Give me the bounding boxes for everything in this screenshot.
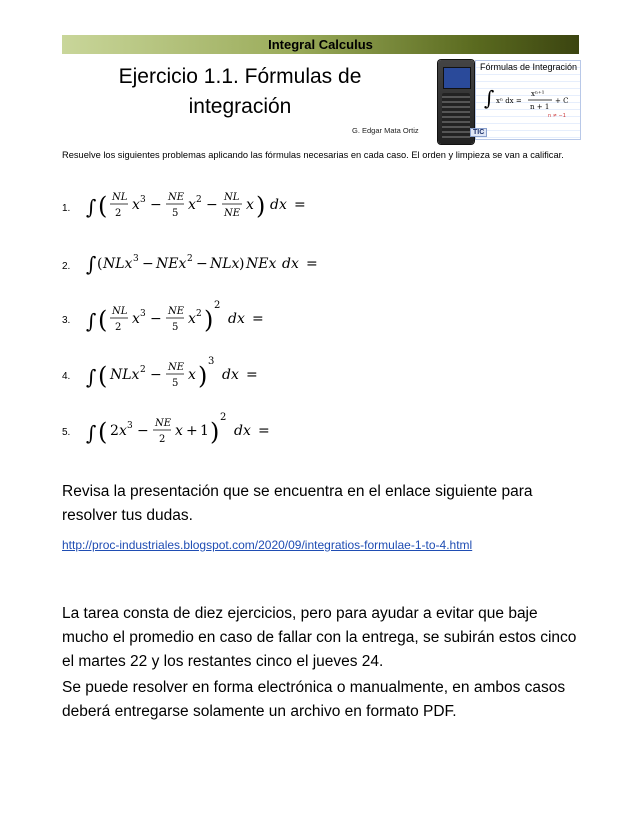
author: G. Edgar Mata Ortiz bbox=[352, 126, 419, 135]
banner-text: Integral Calculus bbox=[268, 37, 373, 52]
header-banner bbox=[62, 35, 579, 54]
svg-text:(: ( bbox=[98, 192, 108, 220]
tic-logo: TIC bbox=[470, 128, 487, 137]
svg-text:−: − bbox=[196, 256, 208, 272]
svg-text:−: − bbox=[137, 423, 149, 439]
svg-text:dx: dx bbox=[270, 197, 287, 213]
title-line-1: Ejercicio 1.1. Fórmulas de bbox=[118, 65, 362, 88]
svg-text:xⁿ⁺¹: xⁿ⁺¹ bbox=[531, 90, 545, 98]
exercise-5-number: 5. bbox=[62, 426, 71, 438]
exercise-3-number: 3. bbox=[62, 314, 71, 326]
svg-text:3: 3 bbox=[140, 309, 146, 319]
exercise-3-formula bbox=[86, 296, 386, 340]
svg-text:5: 5 bbox=[172, 378, 179, 389]
svg-text:−: − bbox=[150, 311, 162, 327]
svg-text:n ≠ −1: n ≠ −1 bbox=[548, 113, 566, 119]
exercise-2-formula bbox=[86, 246, 386, 282]
formula-card-image bbox=[475, 60, 581, 140]
svg-text:NL: NL bbox=[224, 192, 240, 203]
presentation-link[interactable]: http://proc-industriales.blogspot.com/2020/09/integratios-formulae-1-to-4.html bbox=[62, 538, 473, 552]
svg-text:NLx: NLx bbox=[103, 256, 133, 272]
svg-text:dx: dx bbox=[234, 423, 251, 439]
exercise-2 bbox=[62, 246, 386, 282]
svg-text:+ C: + C bbox=[555, 97, 569, 105]
svg-text:2: 2 bbox=[196, 309, 202, 319]
svg-text:xⁿ dx =: xⁿ dx = bbox=[496, 97, 522, 105]
svg-text:2: 2 bbox=[115, 208, 122, 219]
page-title bbox=[70, 62, 410, 122]
svg-text:=: = bbox=[246, 367, 258, 383]
svg-text:3: 3 bbox=[127, 421, 133, 431]
svg-text:=: = bbox=[306, 256, 318, 272]
svg-text:): ) bbox=[210, 418, 220, 446]
svg-text:∫: ∫ bbox=[86, 365, 97, 389]
svg-text:−: − bbox=[206, 197, 218, 213]
svg-text:dx: dx bbox=[228, 311, 245, 327]
svg-text:2: 2 bbox=[214, 300, 221, 311]
svg-text:2: 2 bbox=[140, 365, 146, 375]
svg-text:2: 2 bbox=[196, 195, 202, 205]
paragraph-presentation: Revisa la presentación que se encuentra en el enlace siguiente para resolver tus dudas. bbox=[62, 483, 533, 524]
calculator-keys bbox=[442, 93, 470, 139]
svg-text:∫: ∫ bbox=[86, 309, 97, 333]
svg-text:x: x bbox=[188, 367, 196, 383]
exercise-4 bbox=[62, 352, 386, 396]
instructions: Resuelve los siguientes problemas aplicando las fórmulas necesarias en cada caso. El orden y limpieza se van a calificar. bbox=[62, 150, 564, 160]
svg-text:x: x bbox=[246, 197, 254, 213]
svg-text:NLx: NLx bbox=[210, 256, 240, 272]
svg-text:): ) bbox=[198, 362, 208, 390]
svg-text:+: + bbox=[186, 423, 198, 439]
svg-text:): ) bbox=[239, 256, 245, 272]
svg-text:(: ( bbox=[98, 418, 108, 446]
svg-text:(: ( bbox=[98, 306, 108, 334]
svg-text:1: 1 bbox=[200, 423, 209, 439]
svg-text:x: x bbox=[132, 197, 140, 213]
svg-text:5: 5 bbox=[172, 208, 179, 219]
exercise-5-formula bbox=[86, 408, 386, 452]
power-rule-formula-graphic bbox=[482, 79, 578, 119]
svg-text:NEx: NEx bbox=[246, 256, 277, 272]
svg-text:NE: NE bbox=[168, 192, 185, 203]
svg-text:2: 2 bbox=[159, 434, 166, 445]
svg-text:dx: dx bbox=[222, 367, 239, 383]
svg-text:x: x bbox=[119, 423, 127, 439]
exercise-4-formula bbox=[86, 352, 386, 396]
svg-text:n + 1: n + 1 bbox=[530, 103, 550, 111]
exercise-1-number: 1. bbox=[62, 202, 71, 214]
svg-text:=: = bbox=[252, 311, 264, 327]
svg-text:3: 3 bbox=[208, 356, 215, 367]
svg-text:NL: NL bbox=[112, 306, 128, 317]
svg-text:∫: ∫ bbox=[484, 86, 495, 110]
formula-card-title: Fórmulas de Integración bbox=[480, 62, 578, 72]
svg-text:∫: ∫ bbox=[86, 421, 97, 445]
svg-text:(: ( bbox=[98, 362, 108, 390]
svg-text:∫: ∫ bbox=[86, 252, 97, 276]
exercise-2-number: 2. bbox=[62, 260, 71, 272]
svg-text:): ) bbox=[256, 192, 266, 220]
svg-text:=: = bbox=[294, 197, 306, 213]
svg-text:=: = bbox=[258, 423, 270, 439]
svg-text:−: − bbox=[150, 367, 162, 383]
svg-text:): ) bbox=[204, 306, 214, 334]
calculator-screen bbox=[443, 67, 471, 89]
svg-text:5: 5 bbox=[172, 322, 179, 333]
svg-text:x: x bbox=[175, 423, 183, 439]
svg-text:NE: NE bbox=[155, 418, 172, 429]
svg-text:NEx: NEx bbox=[156, 256, 187, 272]
svg-text:−: − bbox=[150, 197, 162, 213]
svg-text:2: 2 bbox=[220, 412, 227, 423]
svg-text:2: 2 bbox=[110, 423, 119, 439]
svg-text:NL: NL bbox=[112, 192, 128, 203]
svg-text:x: x bbox=[188, 311, 196, 327]
svg-text:−: − bbox=[142, 256, 154, 272]
paragraph-homework: La tarea consta de diez ejercicios, pero para ayudar a evitar que baje mucho el promedio en caso de fallar con la entrega, se subirán estos cinco el martes 22 y los restantes cinco el jueves 24. bbox=[62, 605, 577, 670]
svg-text:3: 3 bbox=[133, 254, 139, 264]
svg-text:dx: dx bbox=[282, 256, 299, 272]
svg-text:2: 2 bbox=[187, 254, 193, 264]
svg-text:NE: NE bbox=[224, 208, 241, 219]
calculator-image bbox=[438, 60, 474, 144]
svg-text:2: 2 bbox=[115, 322, 122, 333]
exercise-1-formula bbox=[86, 186, 386, 226]
svg-text:3: 3 bbox=[140, 195, 146, 205]
paragraph-submission: Se puede resolver en forma electrónica o manualmente, en ambos casos deberá entregarse solamente un archivo en formato PDF. bbox=[62, 679, 566, 720]
svg-text:NE: NE bbox=[168, 306, 185, 317]
exercise-3 bbox=[62, 296, 386, 340]
svg-text:x: x bbox=[188, 197, 196, 213]
exercise-5 bbox=[62, 408, 386, 452]
exercise-4-number: 4. bbox=[62, 370, 71, 382]
svg-text:NE: NE bbox=[168, 362, 185, 373]
svg-text:∫: ∫ bbox=[86, 195, 97, 219]
svg-text:(: ( bbox=[97, 256, 103, 272]
svg-text:NLx: NLx bbox=[110, 367, 140, 383]
title-line-2: integración bbox=[188, 95, 292, 118]
exercise-1 bbox=[62, 186, 386, 226]
svg-text:x: x bbox=[132, 311, 140, 327]
